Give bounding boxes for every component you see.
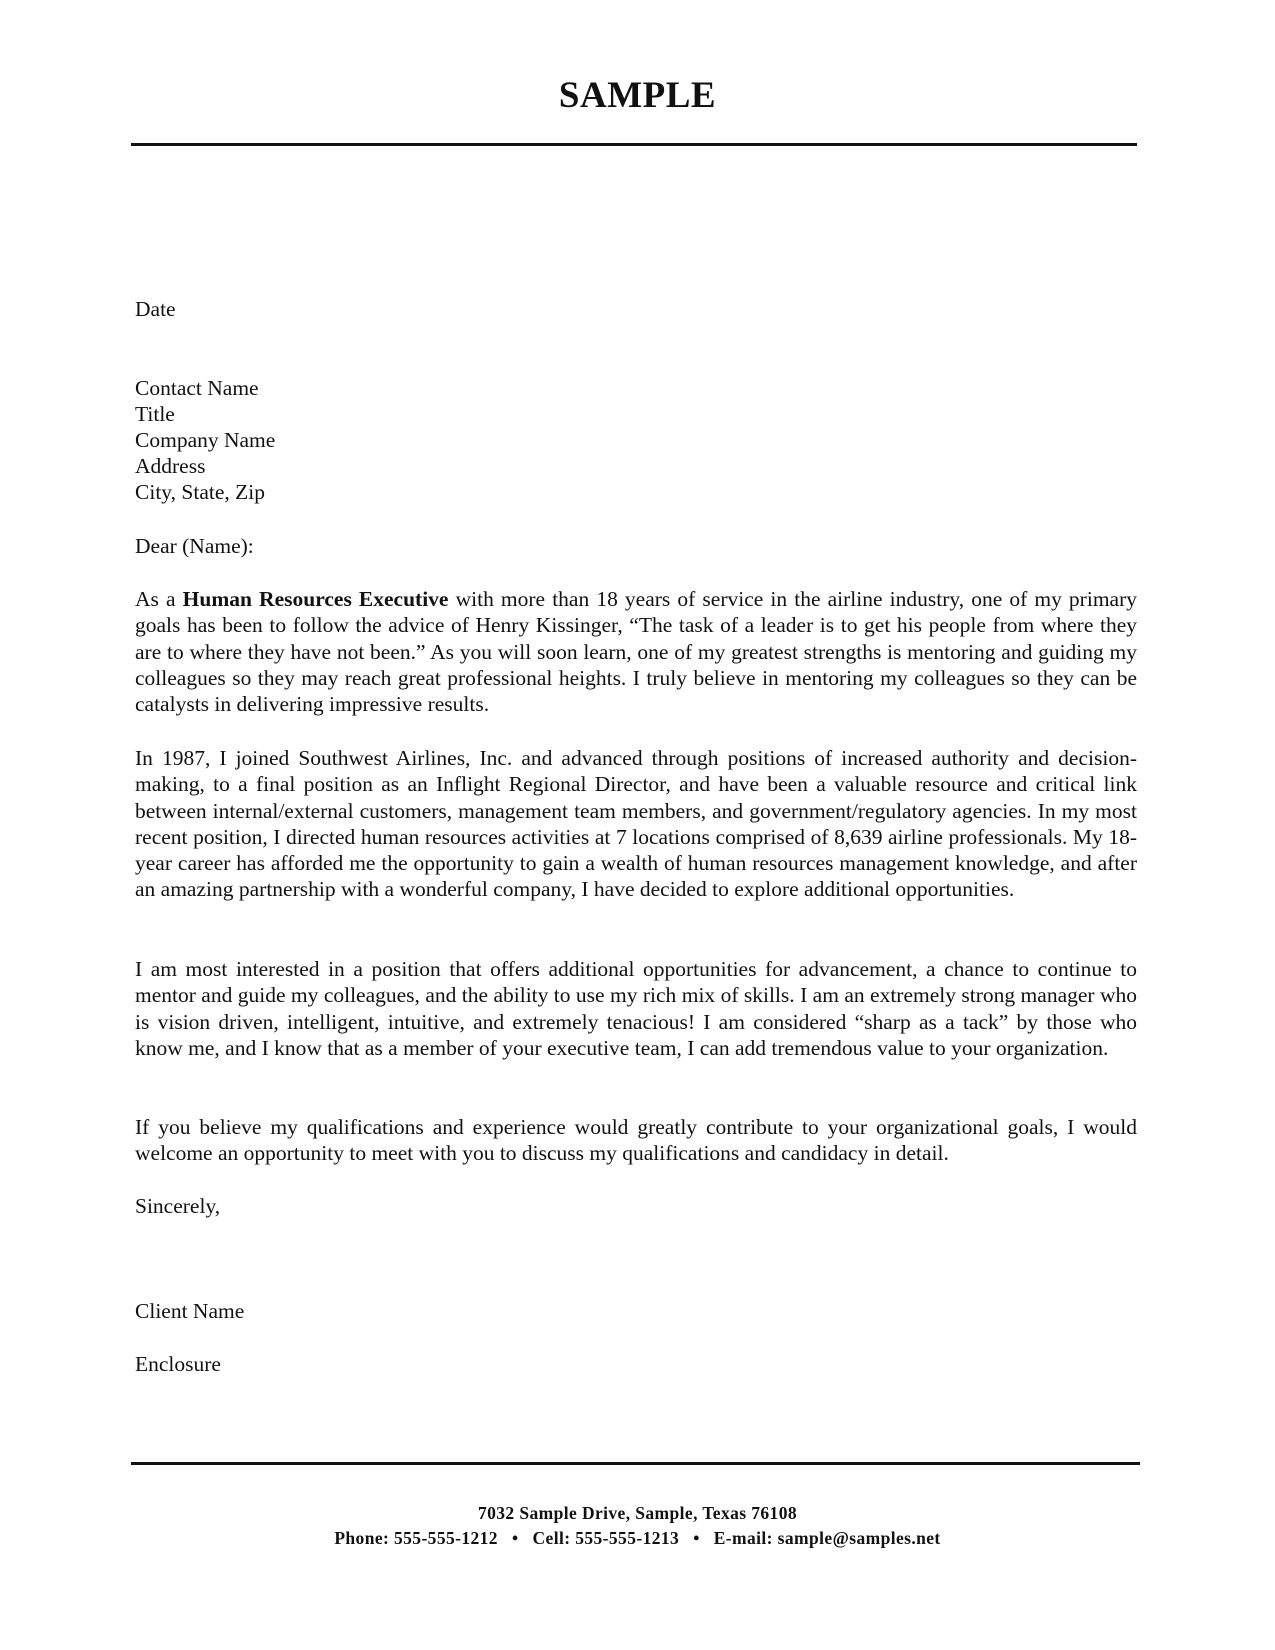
paragraph-closing: If you believe my qualifications and experience would greatly contribute to your organizational goals, I would welcome an opportunity to meet with you to discuss my qualifications and candidacy in detail.	[135, 1115, 1137, 1166]
paragraph-intro	[135, 586, 1137, 717]
footer-separator: •	[511, 1528, 519, 1548]
page-title: SAMPLE	[558, 75, 717, 116]
recipient-contact-name: Contact Name	[135, 376, 259, 400]
footer-phone: Phone: 555-555-1212	[334, 1528, 498, 1548]
letter-date: Date	[135, 297, 176, 321]
recipient-company: Company Name	[135, 428, 276, 452]
header-divider	[131, 143, 1137, 146]
footer-separator: •	[693, 1528, 700, 1548]
paragraph-intro-bold: Human Resources Executive	[182, 587, 449, 611]
footer-email: E-mail: sample@samples.net	[713, 1528, 941, 1548]
signature-name: Client Name	[135, 1299, 245, 1323]
recipient-address: Address	[135, 454, 206, 478]
paragraph-intro-lead: As a	[135, 587, 183, 611]
paragraph-interest: I am most interested in a position that offers additional opportunities for advancement, a chance to continue to mentor and guide my colleagues, and the ability to use my rich mix of skills. I am an extremely strong manager who is vision driven, intelligent, intuitive, and extremely tenacious! I am considered “sharp as a tack” by those who know me, and I know that as a member of your executive team, I can add tremendous value to your organization.	[135, 957, 1137, 1060]
recipient-title: Title	[135, 402, 175, 426]
paragraph-career: In 1987, I joined Southwest Airlines, Inc. and advanced through positions of increased authority and decision-making, to a final position as an Inflight Regional Director, and have been a valuable resource and critical link between internal/external customers, management team members, and government/regulatory agencies. In my most recent position, I directed human resources activities at 7 locations comprised of 8,639 airline professionals. My 18-year career has afforded me the opportunity to gain a wealth of human resources management knowledge, and after an amazing partnership with a wonderful company, I have decided to explore additional opportunities.	[135, 746, 1137, 902]
closing: Sincerely,	[135, 1194, 221, 1218]
recipient-city-state-zip: City, State, Zip	[135, 480, 265, 504]
salutation: Dear (Name):	[135, 534, 254, 558]
footer-contact-line	[0, 1528, 1275, 1549]
footer-divider	[131, 1462, 1140, 1465]
paragraph-intro-rest: with more than 18 years of service in the airline industry, one of my primary goals has been to follow the advice of Henry Kissinger, “The task of a leader is to get his people from where they are to where they have not been.” As you will soon learn, one of my greatest strengths is mentoring and guiding my colleagues so they may reach great professional heights. I truly believe in mentoring my colleagues so they can be catalysts in delivering impressive results.	[135, 587, 1137, 717]
footer-cell: Cell: 555-555-1213	[532, 1528, 680, 1548]
enclosure-note: Enclosure	[135, 1352, 221, 1376]
footer-address: 7032 Sample Drive, Sample, Texas 76108	[477, 1503, 798, 1523]
recipient-block	[135, 375, 1137, 505]
